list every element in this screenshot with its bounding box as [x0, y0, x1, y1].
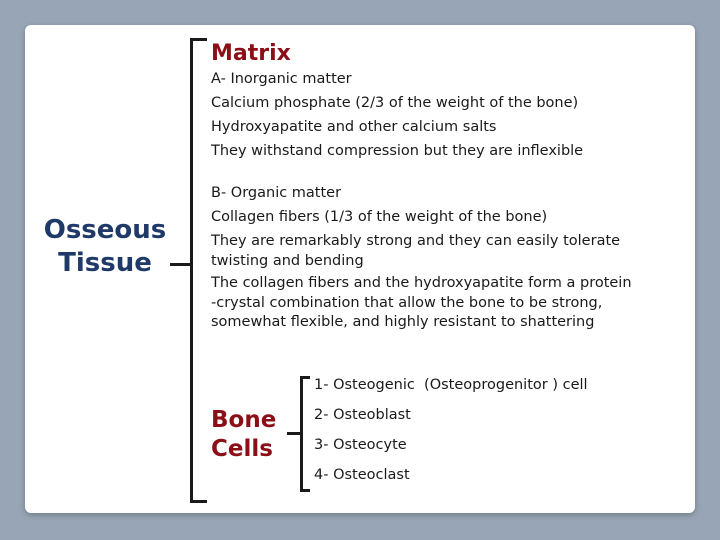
- bone-cell-item: 3- Osteocyte: [314, 437, 407, 453]
- organic-line: somewhat flexible, and highly resistant to shattering: [211, 314, 595, 330]
- osseous-title-line2: Tissue: [58, 248, 152, 278]
- bracket-connector: [170, 263, 192, 266]
- cells-bracket-top: [300, 376, 310, 379]
- main-bracket-vertical: [190, 38, 193, 503]
- osseous-tissue-title: [30, 214, 180, 280]
- organic-line: They are remarkably strong and they can easily tolerate: [211, 233, 621, 249]
- bone-cell-item: 1- Osteogenic (Osteoprogenitor ) cell: [314, 377, 588, 393]
- main-bracket-top: [190, 38, 207, 41]
- main-bracket-bottom: [190, 500, 207, 503]
- organic-line: The collagen fibers and the hydroxyapatite form a protein: [211, 275, 632, 291]
- organic-line: twisting and bending: [211, 253, 364, 269]
- osseous-title-line1: Osseous: [43, 215, 167, 245]
- bone-cell-item: 4- Osteoclast: [314, 467, 410, 483]
- bone-cell-item: 2- Osteoblast: [314, 407, 411, 423]
- cells-bracket-bottom: [300, 489, 310, 492]
- bone-cells-title: [211, 406, 276, 464]
- cells-bracket-vertical: [300, 376, 303, 492]
- inorganic-line: Calcium phosphate (2/3 of the weight of the bone): [211, 95, 579, 111]
- organic-line: -crystal combination that allow the bone to be strong,: [211, 295, 603, 311]
- inorganic-line: They withstand compression but they are inflexible: [211, 143, 584, 159]
- bone-cells-line1: Bone: [211, 407, 277, 433]
- inorganic-line: Hydroxyapatite and other calcium salts: [211, 119, 497, 135]
- matrix-heading: Matrix: [211, 41, 291, 66]
- bone-cells-line2: Cells: [211, 436, 273, 462]
- organic-line: Collagen fibers (1/3 of the weight of the bone): [211, 209, 548, 225]
- inorganic-heading: A- Inorganic matter: [211, 71, 352, 87]
- organic-heading: B- Organic matter: [211, 185, 342, 201]
